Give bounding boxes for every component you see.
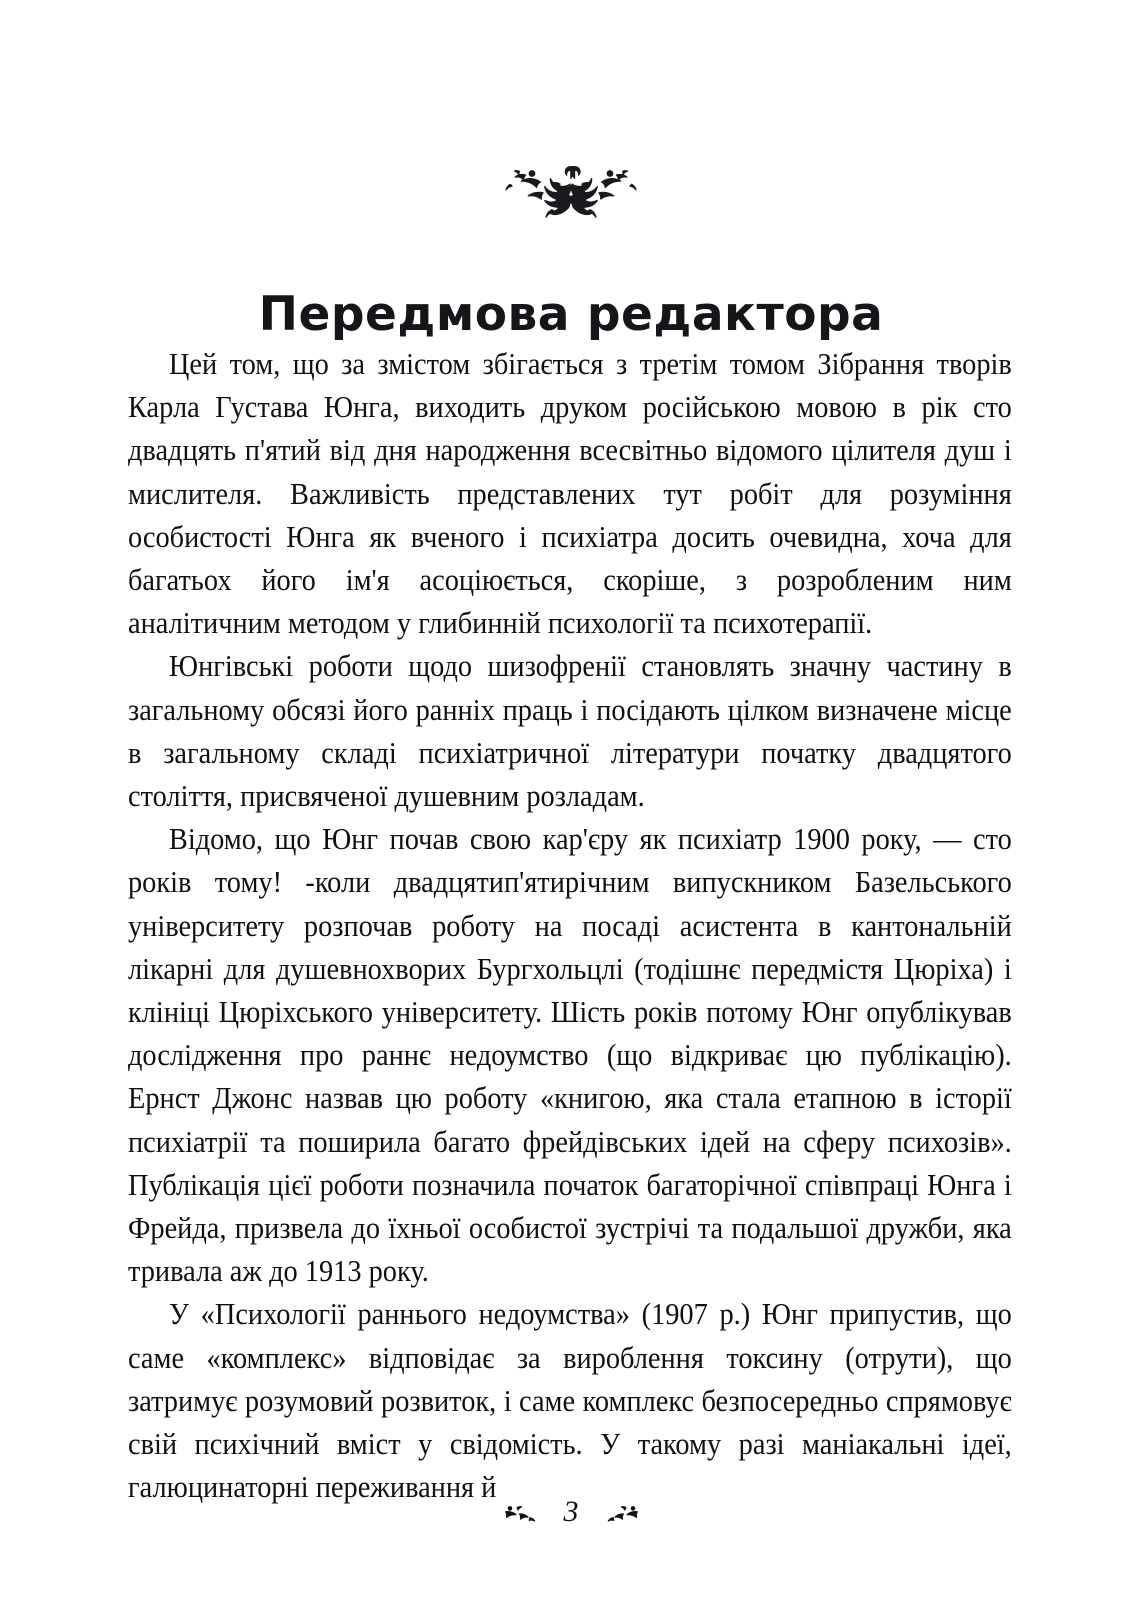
leaf-flourish-left-icon (502, 1504, 548, 1524)
page-title: Передмова редактора (258, 287, 884, 343)
paragraph: Цей том, що за змістом збігається з третім томом Зібрання творів Карла Густава Юнга, виходить друком російською мовою в рік сто двадцять п'ятий від дня народження всесвітньо відомого цілителя душ і мислителя. Важливість представлених тут робіт для розуміння особистості Юнга як вченого і психіатра досить очевидна, хоча для багатьох його ім'я асоціюється, скоріше, з розробленим ним аналітичним методом у глибинній психології та психотерапії. (128, 347, 1012, 641)
paragraph: У «Психології раннього недоумства» (1907 р.) Юнг припустив, що саме «комплекс» відповідає за вироблення токсину (отрути), що затримує розумовий розвиток, і саме комплекс безпосередньо спрямовує свій психічний вміст у свідомість. У такому разі маніакальні ідеї, галюцинаторні переживання й (128, 1297, 1012, 1505)
leaf-flourish-right-icon (595, 1504, 641, 1524)
page-footer (0, 1495, 1142, 1529)
floral-scroll-ornament (0, 152, 1142, 228)
paragraph: Відомо, що Юнг почав свою кар'єру як психіатр 1900 року, — сто років тому! -коли двадцятип'ятирічним випускником Базельського університету розпочав роботу на посаді асистента в кантональній лікарні для душевнохворих Бургхольцлі (тодішнє передмістя Цюріха) і клініці Цюріхського університету. Шість років потому Юнг опублікував дослідження про раннє недоумство (що відкриває цю публікацію). Ернст Джонс назвав цю роботу «книгою, яка стала етапною в історії психіатрії та поширила багато фрейдівських ідей на сферу психозів». Публікація цієї роботи позначила початок багаторічної співпраці Юнга і Фрейда, призвела до їхньої особистої зустрічі та подальшої дружби, яка тривала аж до 1913 року. (128, 822, 1012, 1289)
body-content (128, 343, 1012, 1509)
page-number: 3 (563, 1495, 579, 1528)
paragraph: Юнгівські роботи щодо шизофренії становлять значну частину в загальному обсязі його ранніх праць і посідають цілком визначене місце в загальному складі психіатричної літератури початку двадцятого століття, присвяченої душевним розладам. (128, 649, 1012, 814)
